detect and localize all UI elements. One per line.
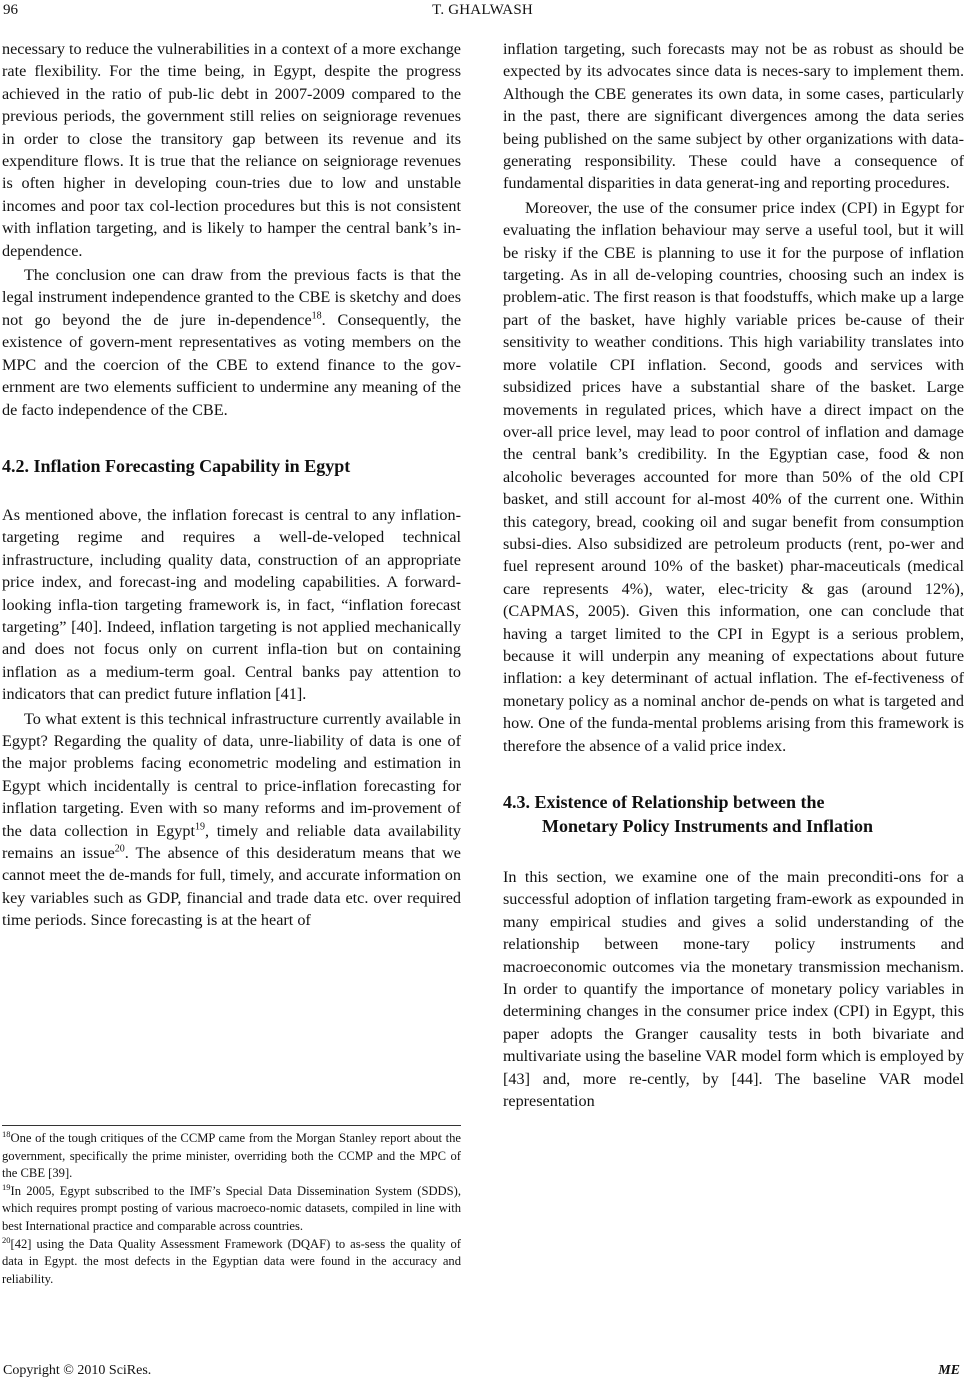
footnote-mark: 18 [2,1128,11,1139]
journal-abbreviation: ME [938,1363,960,1378]
section-heading-line: Monetary Policy Instruments and Inflation [542,816,874,836]
footnote [2,1183,461,1236]
footnote [2,1130,461,1183]
section-heading: 4.2. Inflation Forecasting Capability in Egypt [2,455,351,476]
paragraph [2,264,461,421]
paragraph: As mentioned above, the inflation forecast is central to any inflation-targeting regime and requires a well-de-veloped technical infrastructure, including quality data, construction of an appropriate price index, and forecast-ing and modeling capabilities. A forward-looking infla-tion targeting framework is, in fact, “inflation forecast targeting” [40]. Indeed, inflation targeting is not applied mechanically and does not focus only on current infla-tion but on containing inflation as a medium-term goal. Central banks pay attention to indicators that can predict future inflation [41]. [2,505,461,704]
footnote [2,1236,461,1289]
section-heading [503,790,964,838]
footnote-ref: 19 [194,821,205,833]
paragraph: Moreover, the use of the consumer price index (CPI) in Egypt for evaluating the inflation behaviour may serve a useful tool, but it will be risky if the CBE is planning to use it for the purpose of inflation targeting. As in all de-veloping countries, choosing such an index is problem-atic. The first reason is that foodstuffs, which make up a large part of the basket, have highly variable prices be-cause of their sensitivity to weather conditions. This high variability translates into more volatile CPI inflation. Second, goods and services with subsidized prices have a substantial share of the basket. Large movements in regulated prices, which have a direct impact on the over-all price level, may lead to poor control of inflation and damage the central bank’s credibility. In the Egyptian case, food & non alcoholic beverages accounted for more than 50% of the old CPI basket, and still account for al-most 40% of the current one. Within this category, bread, cooking oil and sugar benefit from consumption subsi-dies. Also subsidized are petroleum products (rent, po-wer and fuel represent around 10% of the basket) phar-maceuticals (medical care represents 4%), water, elec-tricity & gas (around 12%), (CAPMAS, 2005). Given this information, one can conclude that having a target limited to the CPI in Egypt is a serious problem, because it will underpin any meaning of expectations about future inflation: a key determinant of actual inflation. The ef-fectiveness of monetary policy as a nominal anchor de-pends on what is targeted and how. One of the funda-mental problems arising from this framework is therefore the absence of a valid price index. [503,198,964,755]
right-column [503,38,964,1112]
paragraph-text: The conclusion one can draw from the previous facts is that the legal instrument independence granted to the CBE is sketchy and does not go beyond the de jure in-dependence [2,266,461,329]
footnote-ref: 20 [114,843,125,855]
footnote-text: One of the tough critiques of the CCMP came from the Morgan Stanley report about the government, specifically the prime minister, overriding both the CCMP and the MPC of the CBE [39]. [2,1131,461,1181]
paragraph: necessary to reduce the vulnerabilities in a context of a more exchange rate flexibility. For the time being, in Egypt, despite the progress achieved in the ratio of pub-lic debt in 2007-2009 compared to the previous periods, the government still relies on seigniorage revenues in order to close the transitory gap between its revenue and its expenditure flows. It is true that the reliance on seigniorage revenues is often higher in developing coun-tries due to low and unstable incomes and poor tax col-lection procedures but this is not consistent with inflation targeting, and is likely to hamper the central bank’s in-dependence. [2,40,461,260]
paragraph-text: . Consequently, the existence of govern-ment representatives as voting members on the MPC and the coercion of the CBE to extend finance to the gov-ernment are two elements sufficient to undermine any meaning of the de facto independence of the CBE. [2,310,462,419]
left-column [2,38,461,932]
paragraph-text: . The absence of this desideratum means that we cannot meet the de-mands for full, timely, and accurate information on key variables such as GDP, financial and trade data etc. over required time periods. Since forecasting is at the heart of [2,844,461,930]
paragraph: inflation targeting, such forecasts may not be as robust as should be expected by its advocates since data is neces-sary to implement them. Although the CBE generates its own data, in some cases, particularly in the past, there are significant divergences among the data series being published on the same subject by other organizations with data-generating responsibility. These could have a consequence of fundamental disparities in data generat-ing and reporting procedures. [503,40,964,193]
paragraph [2,708,461,932]
footnote-mark: 19 [2,1181,11,1192]
footnote-text: In 2005, Egypt subscribed to the IMF’s Special Data Dissemination System (SDDS), which requires prompt posting of various macroeco-nomic datasets, compiled in line with best International practice and comparable across countries. [2,1183,461,1233]
copyright-notice: Copyright © 2010 SciRes. [3,1363,152,1378]
running-head: T. GHALWASH [432,2,533,18]
footnotes [2,1130,461,1288]
page-number: 96 [3,2,18,18]
page-footer [0,1363,965,1383]
footnote-ref: 18 [311,310,322,322]
paragraph-text: , timely and reliable data availability remains an issue [2,821,461,862]
section-heading-line: 4.3. Existence of Relationship between the [503,792,825,812]
paragraph: In this section, we examine one of the main preconditi-ons for a successful adoption of inflation targeting fram-ework as expounded in many empirical studies and gives a solid understanding of the relationship between mone-tary policy instruments and macroeconomic outcomes via the monetary transmission mechanism. In order to quantify the importance of monetary policy variables in determining changes in the consumer price index (CPI) in Egypt, this paper adopts the Granger causality tests in both bivariate and multivariate using the baseline VAR model form which is employed by [43] and, more re-cently, by [44]. The baseline VAR model representation [503,868,964,1111]
footnote-text: [42] using the Data Quality Assessment Framework (DQAF) to as-sess the quality of data in Egypt. the most defects in the Egyptian data were found in the accuracy and reliability. [2,1236,461,1286]
page-header [0,0,965,24]
footnote-mark: 20 [2,1234,11,1245]
paragraph-text: To what extent is this technical infrastructure currently available in Egypt? Regarding the quality of data, unre-liability of data is one of the major problems facing econometric modeling and estimation in Egypt which incidentally is central to price-inflation forecasting for inflation targeting. Even with so many reforms and im-provement of the data collection in Egypt [2,709,461,840]
footnote-divider [2,1125,461,1126]
